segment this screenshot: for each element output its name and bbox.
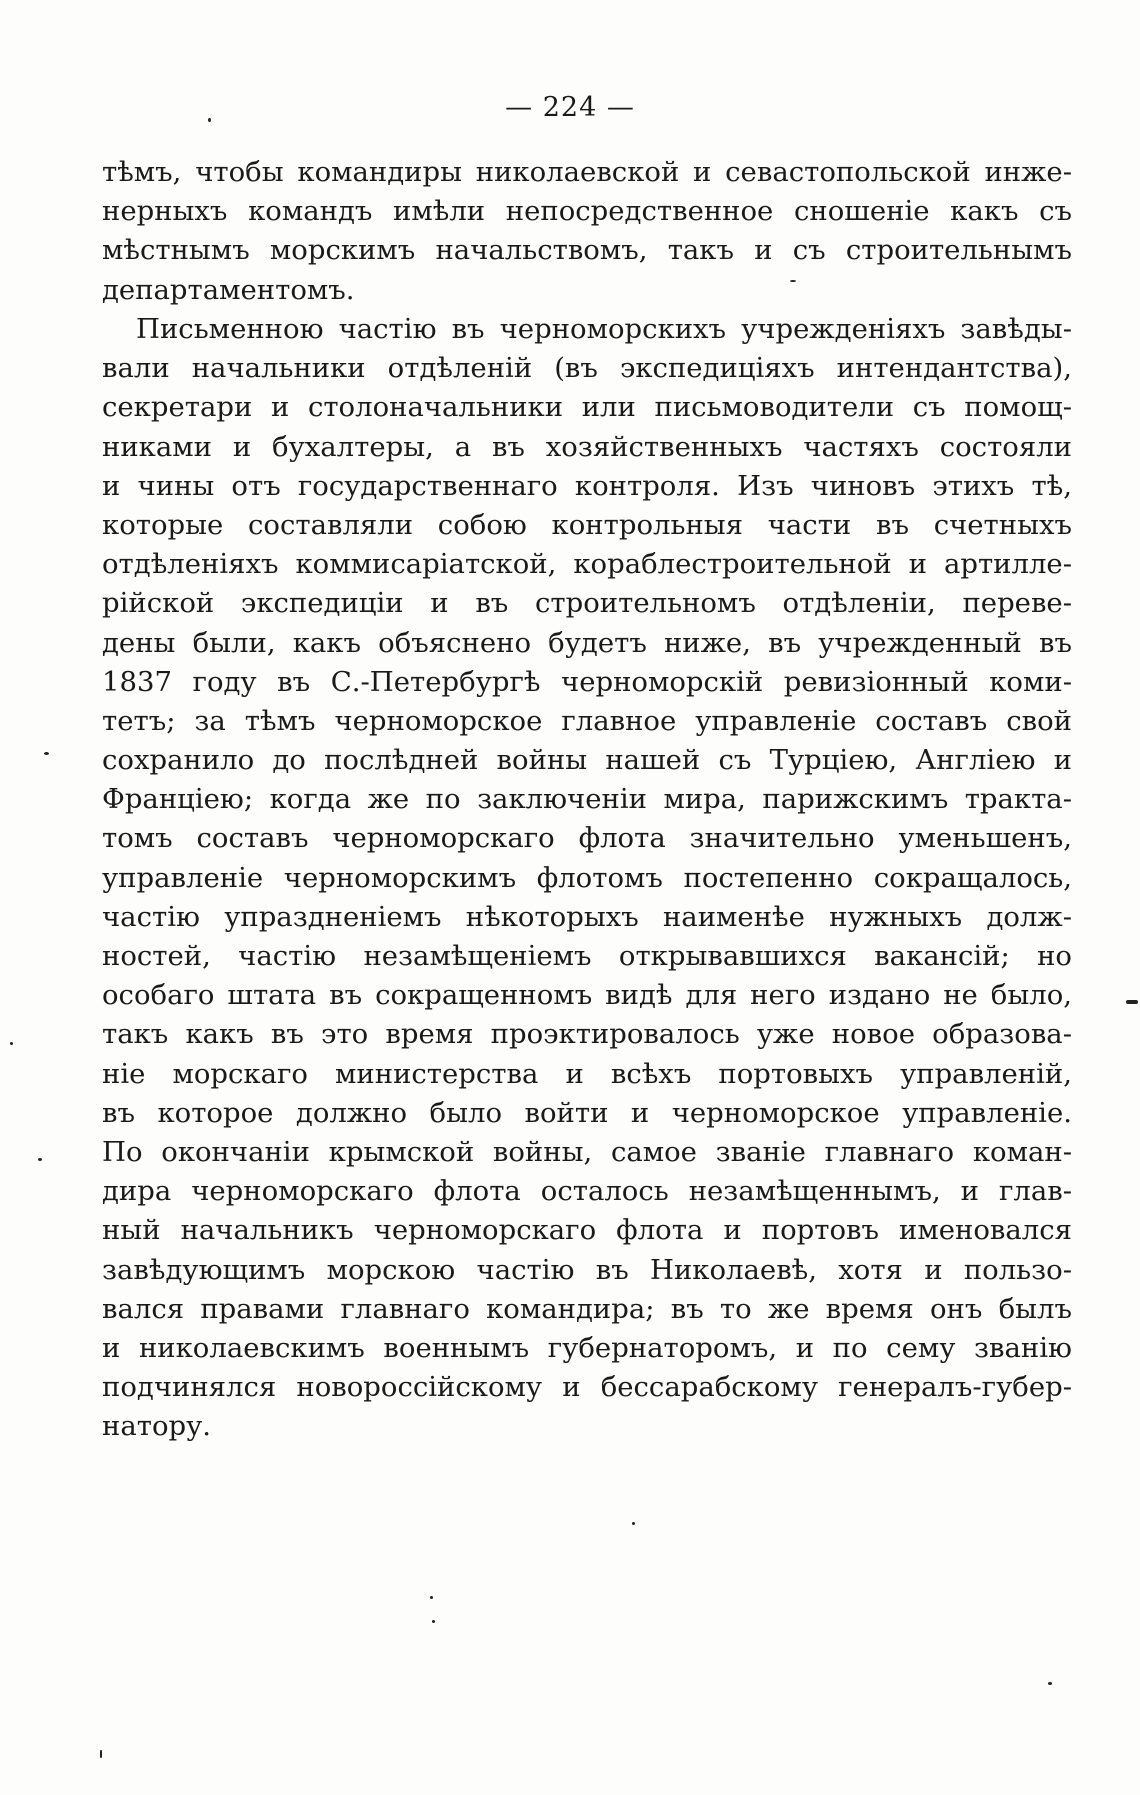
text-line: По окончаніи крымской войны, самое званіе главнаго коман- (102, 1135, 1072, 1168)
scan-speck (100, 1750, 102, 1758)
text-line: Письменною частію въ черноморскихъ учрежденіяхъ завѣды- (136, 313, 1072, 345)
text-line: тѣмъ, чтобы командиры николаевской и севастопольской инже- (102, 156, 1072, 188)
text-line: особаго штата въ сокращенномъ видѣ для него издано не было, (102, 979, 1072, 1012)
text-line: 1837 году въ С.-Петербургѣ черноморскій ревизіонный коми- (102, 665, 1072, 698)
text-line: рійской экспедиціи и въ строительномъ отдѣленіи, переве- (102, 587, 1072, 620)
text-line: управленіе черноморскимъ флотомъ постепенно сокращалось, (102, 861, 1072, 894)
text-line: департаментомъ. (102, 273, 355, 306)
text-line: секретари и столоначальники или письмоводители съ помощ- (102, 391, 1072, 424)
text-line: ностей, частію незамѣщеніемъ открывавшихся вакансій; но (102, 940, 1072, 972)
text-line: такъ какъ въ это время проэктировалось уже новое образова- (102, 1018, 1072, 1051)
text-line: и чины отъ государственнаго контроля. Изъ чиновъ этихъ тѣ, (102, 469, 1072, 502)
text-line: натору. (102, 1410, 212, 1443)
text-line: никами и бухалтеры, а въ хозяйственныхъ частяхъ состояли (102, 430, 1072, 463)
text-line: дены были, какъ объяснено будетъ ниже, въ учрежденный въ (102, 626, 1072, 659)
scan-speck (632, 1522, 635, 1525)
text-line: мѣстнымъ морскимъ начальствомъ, такъ и съ строительнымъ (102, 234, 1072, 267)
text-line: дира черноморскаго флота осталось незамѣщеннымъ, и глав- (102, 1175, 1072, 1208)
text-line: подчинялся новороссійскому и бессарабскому генералъ-губер- (102, 1371, 1072, 1404)
text-line: ніе морскаго министерства и всѣхъ портовыхъ управленій, (102, 1057, 1072, 1090)
text-line: нерныхъ командъ имѣли непосредственное сношеніе какъ съ (102, 195, 1072, 228)
paragraph-main (102, 310, 1072, 1446)
scan-speck (430, 1596, 433, 1599)
text-line: тетъ; за тѣмъ черноморское главное управленіе составъ свой (102, 704, 1072, 737)
scan-speck (432, 1620, 435, 1623)
text-line: и николаевскимъ военнымъ губернаторомъ, и по сему званію (102, 1331, 1072, 1364)
scan-speck (1126, 1000, 1138, 1004)
scan-speck (10, 1042, 13, 1045)
scan-speck (1048, 1682, 1052, 1685)
text-line: завѣдующимъ морскою частію въ Николаевѣ, хотя и пользо- (102, 1253, 1072, 1286)
text-line: въ которое должно было войти и черноморское управленіе. (102, 1096, 1072, 1129)
text-line: ный начальникъ черноморскаго флота и портовъ именовался (102, 1214, 1072, 1247)
scan-speck (38, 1158, 42, 1161)
text-line: Франціею; когда же по заключеніи мира, парижскимъ тракта- (102, 783, 1072, 816)
page-number: — 224 — (505, 92, 635, 123)
text-line: отдѣленіяхъ коммисаріатской, кораблестроительной и артилле- (102, 548, 1072, 581)
text-line: частію упраздненіемъ нѣкоторыхъ наименѣе нужныхъ долж- (102, 900, 1072, 933)
scan-speck (208, 118, 211, 122)
paragraph-continuation (102, 153, 1072, 310)
text-line: томъ составъ черноморскаго флота значительно уменьшенъ, (102, 822, 1072, 855)
text-line: которые составляли собою контрольныя части въ счетныхъ (102, 508, 1072, 541)
text-line: сохранило до послѣдней войны нашей съ Турціею, Англіею и (102, 744, 1072, 777)
text-line: вался правами главнаго командира; въ то же время онъ былъ (102, 1292, 1072, 1325)
scan-speck (44, 752, 49, 755)
scan-speck (790, 280, 796, 282)
text-line: вали начальники отдѣленій (въ экспедиціяхъ интендантства), (102, 352, 1072, 385)
